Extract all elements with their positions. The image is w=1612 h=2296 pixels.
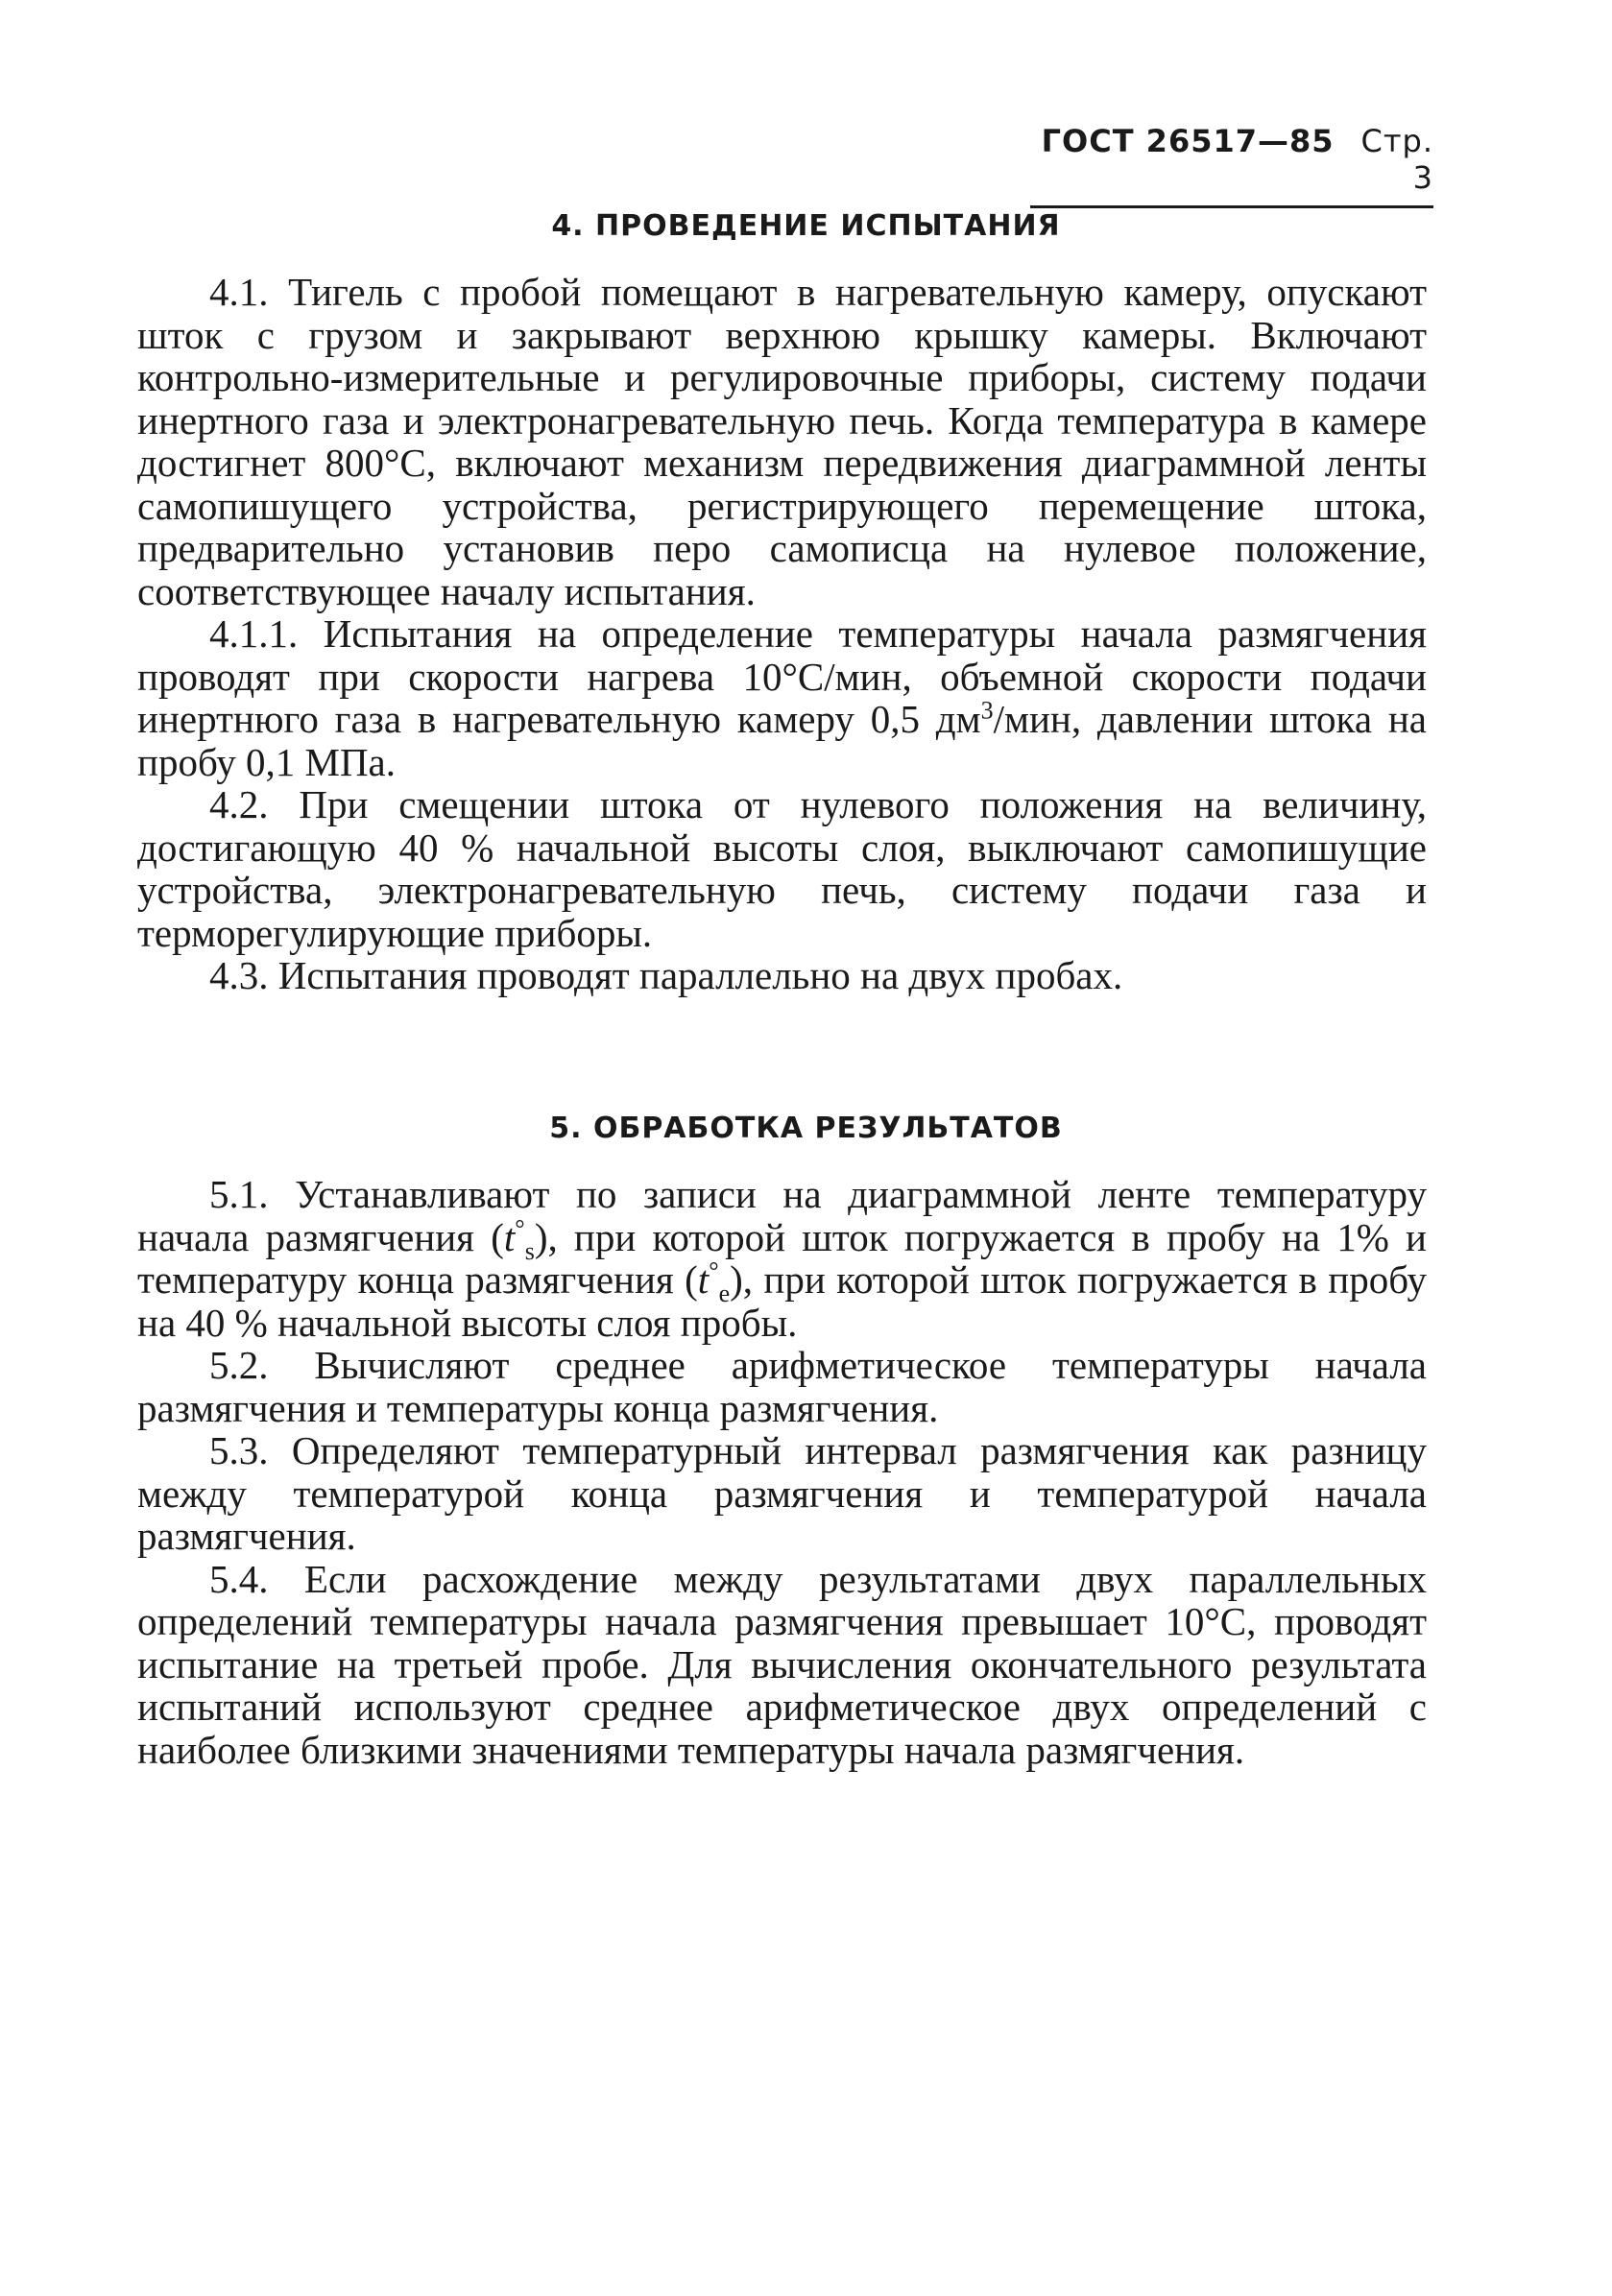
section-4-title: 4. ПРОВЕДЕНИЕ ИСПЫТАНИЯ	[551, 209, 1061, 243]
paragraph-4-1-1: 4.1.1. Испытания на определение температуры начала размягчения проводят при скорости нагрева 10°С/мин, объемной скорости подачи инертнюго газа в нагревательную камеру 0,5 $дм^3$/мин, давлении штока на пробу 0,1 МПа.	[137, 611, 1427, 784]
paragraph-4-2: 4.2. При смещении штока от нулевого положения на величину, достигающую 40 % начальной высоты слоя, выключают самопишущие устройства, электронагревательную печь, систему подачи газа и терморегулирующие приборы.	[137, 782, 1427, 955]
page-header	[1030, 123, 1433, 208]
paragraph-5-1: 5.1. Устанавливают по записи на диаграммной ленте температуру начала размягчения $(t^\circ_s)$, при которой шток погружается в пробу на 1% и температуру конца размягчения $(t^\circ_e)$, при которой шток погружается в пробу на 40 % начальной высоты слоя пробы.	[137, 1172, 1428, 1345]
section-5-title: 5. ОБРАБОТКА РЕЗУЛЬТАТОВ	[549, 1112, 1063, 1145]
paragraph-4-3: 4.3. Испытания проводят параллельно на двух пробах.	[209, 953, 1123, 997]
section-4-body	[137, 271, 1427, 997]
page-number: Стр. 3	[1360, 123, 1433, 196]
paragraph-4-1: 4.1. Тигель с пробой помещают в нагревательную камеру, опускают шток с грузом и закрывают верхнюю крышку камеры. Включают контрольно-измерительные и регулировочные приборы, систему подачи инертного газа и электронагревательную печь. Когда температура в камере достигнет 800°С, включают механизм передвижения диаграммной ленты самопишущего устройства, регистрирующего перемещение штока, предварительно установив перо самописца на нулевое положение, соответствующее началу испытания.	[137, 270, 1427, 613]
standard-number: ГОСТ 26517—85	[1041, 123, 1335, 159]
paragraph-5-2: 5.2. Вычисляют среднее арифметическое температуры начала размягчения и температуры конца размягчения.	[137, 1343, 1427, 1430]
section-5-body	[137, 1173, 1427, 1771]
paragraph-5-3: 5.3. Определяют температурный интервал размягчения как разницу между температурой конца размягчения и температурой начала размягчения.	[137, 1428, 1427, 1558]
paragraph-5-4: 5.4. Если расхождение между результатами двух параллельных определений температуры начала размягчения превышает 10°С, проводят испытание на третьей пробе. Для вычисления окончательного результата испытаний используют среднее арифметическое двух определений с наиболее близкими значениями температуры начала размягчения.	[137, 1556, 1427, 1772]
